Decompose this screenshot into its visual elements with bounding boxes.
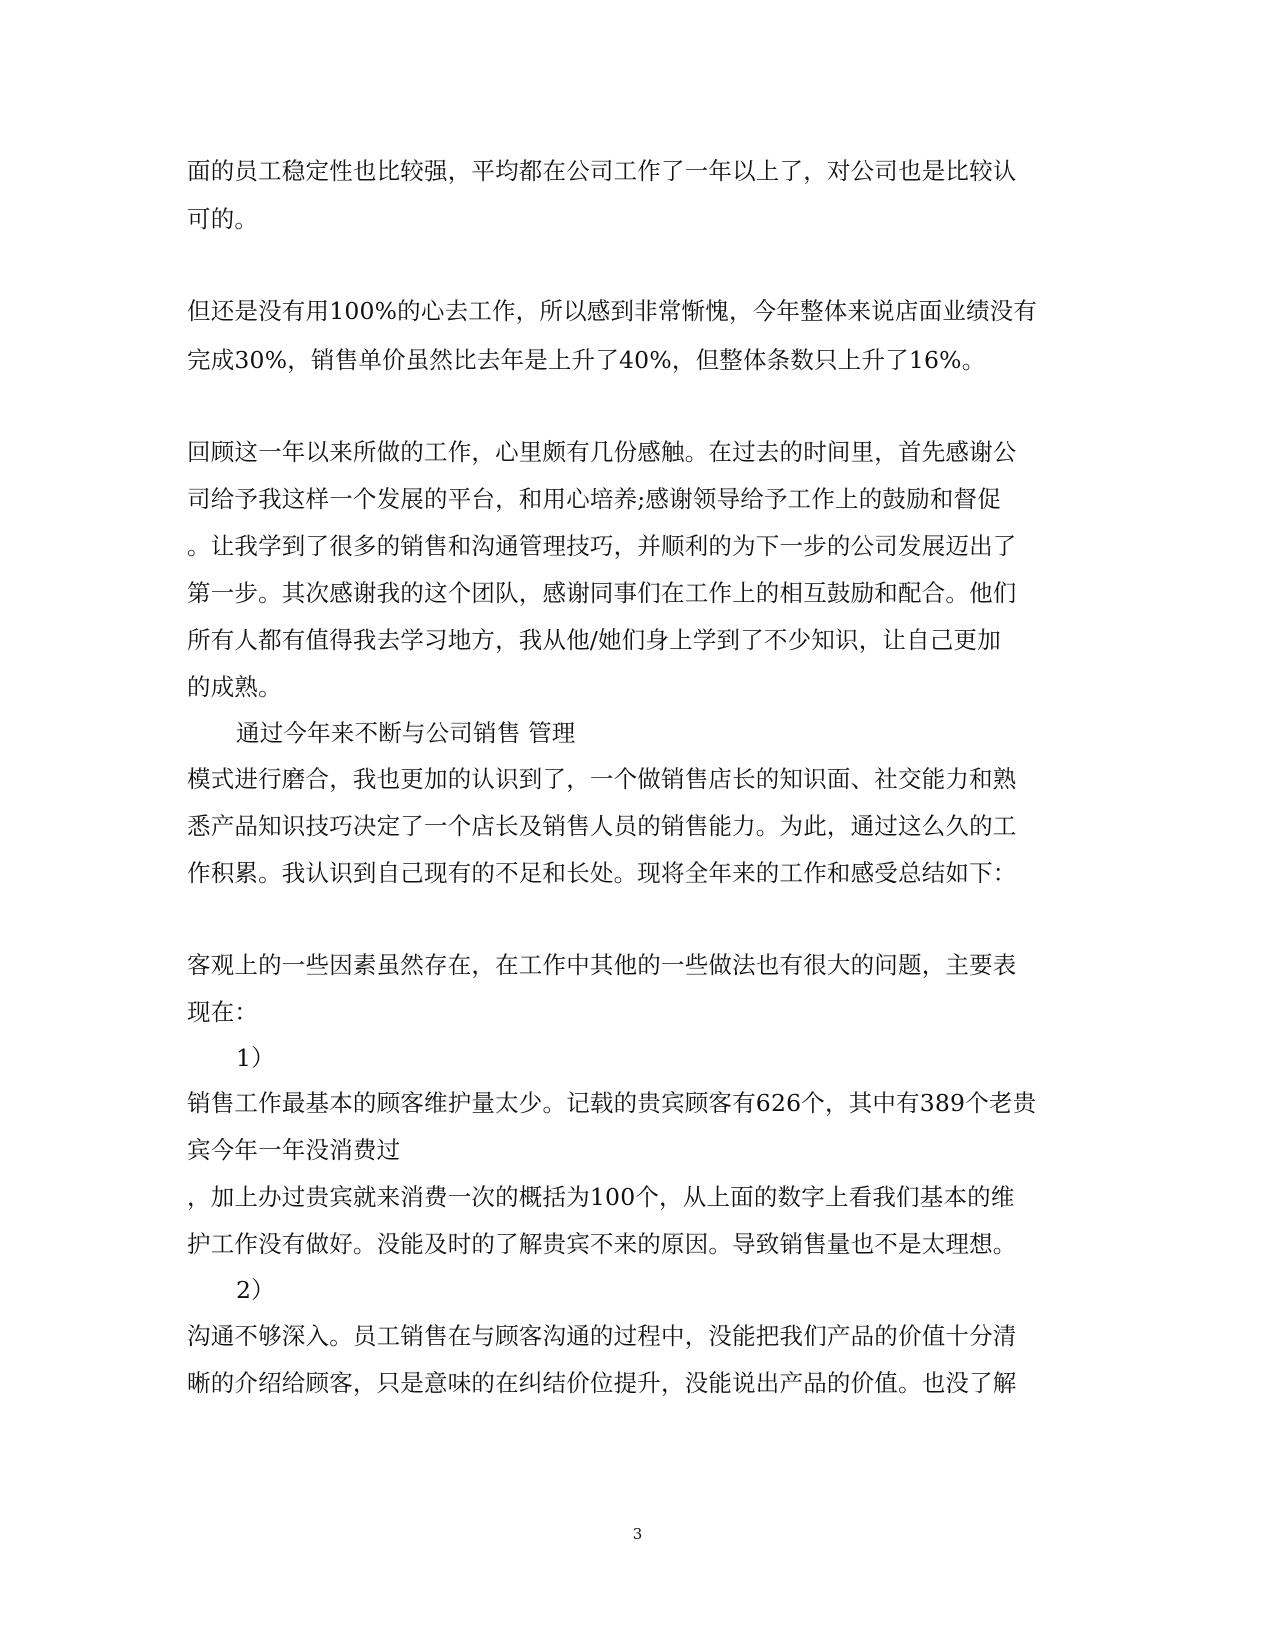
paragraph-line: 客观上的一些因素虽然存在，在工作中其他的一些做法也有很大的问题，主要表 bbox=[187, 951, 1017, 979]
paragraph-line: 作积累。我认识到自己现有的不足和长处。现将全年来的工作和感受总结如下： bbox=[187, 859, 1017, 887]
paragraph-line: 面的员工稳定性也比较强，平均都在公司工作了一年以上了，对公司也是比较认 bbox=[187, 157, 1017, 185]
paragraph-line: 。让我学到了很多的销售和沟通管理技巧，并顺利的为下一步的公司发展迈出了 bbox=[187, 532, 1017, 560]
paragraph-line: 现在： bbox=[187, 998, 259, 1026]
paragraph-line: 的成熟。 bbox=[187, 673, 282, 701]
paragraph-line: 回顾这一年以来所做的工作，心里颇有几份感触。在过去的时间里，首先感谢公 bbox=[187, 438, 1017, 466]
paragraph-line: 模式进行磨合，我也更加的认识到了，一个做销售店长的知识面、社交能力和熟 bbox=[187, 765, 1017, 793]
paragraph-line: 悉产品知识技巧决定了一个店长及销售人员的销售能力。为此，通过这么久的工 bbox=[187, 812, 1017, 840]
paragraph-line: 所有人都有值得我去学习地方，我从他/她们身上学到了不少知识，让自己更加 bbox=[187, 626, 1001, 654]
list-number: 1） bbox=[236, 1044, 275, 1072]
paragraph-line: 晰的介绍给顾客，只是意味的在纠结价位提升，没能说出产品的价值。也没了解 bbox=[187, 1369, 1017, 1397]
page-number: 3 bbox=[632, 1525, 643, 1543]
paragraph-line: 护工作没有做好。没能及时的了解贵宾不来的原因。导致销售量也不是太理想。 bbox=[187, 1230, 1017, 1258]
paragraph-line: ，加上办过贵宾就来消费一次的概括为100个，从上面的数字上看我们基本的维 bbox=[187, 1183, 1015, 1211]
paragraph-line: 但还是没有用100%的心去工作，所以感到非常惭愧，今年整体来说店面业绩没有 bbox=[187, 297, 1038, 325]
paragraph-line: 宾今年一年没消费过 bbox=[187, 1136, 401, 1164]
paragraph-line: 通过今年来不断与公司销售 管理 bbox=[236, 719, 576, 747]
paragraph-line: 可的。 bbox=[187, 205, 259, 233]
paragraph-line: 第一步。其次感谢我的这个团队，感谢同事们在工作上的相互鼓励和配合。他们 bbox=[187, 579, 1017, 607]
list-number: 2） bbox=[236, 1276, 275, 1304]
paragraph-line: 沟通不够深入。员工销售在与顾客沟通的过程中，没能把我们产品的价值十分清 bbox=[187, 1322, 1017, 1350]
paragraph-line: 完成30%，销售单价虽然比去年是上升了40%，但整体条数只上升了16%。 bbox=[187, 346, 986, 374]
paragraph-line: 销售工作最基本的顾客维护量太少。记载的贵宾顾客有626个，其中有389个老贵 bbox=[187, 1089, 1037, 1117]
paragraph-line: 司给予我这样一个发展的平台，和用心培养;感谢领导给予工作上的鼓励和督促 bbox=[187, 485, 1001, 513]
